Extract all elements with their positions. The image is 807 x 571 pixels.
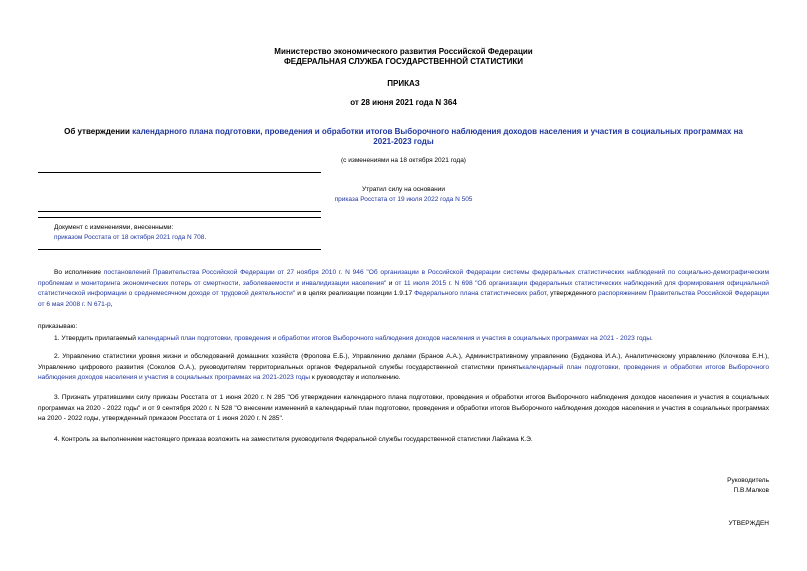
service-name: ФЕДЕРАЛЬНАЯ СЛУЖБА ГОСУДАРСТВЕННОЙ СТАТИСТИКИ [283, 57, 524, 66]
item-text: . [650, 335, 653, 342]
preamble-text: , [110, 300, 113, 308]
preamble-text: Во исполнение [54, 269, 104, 276]
preamble-paragraph [38, 268, 769, 310]
divider [38, 249, 321, 250]
orders-label: приказываю: [38, 323, 78, 330]
item-text: 2. Управлению статистики уровня жизни и обследований домашних хозяйств (Фролова Е.Б.), Управлению делами (Бранов А.А.), Административному управлению (Буданова И.А.), Аналитическому управлению (Клочкова Е.Н.), Управлению цифрового развития (Соколов О.А.), руководителям территориальных органов Федеральной службы государственной статистики принять [38, 353, 769, 371]
amendment-note: (с изменениями на 18 октября 2021 года) [341, 157, 466, 164]
item-1-link[interactable]: календарный план подготовки, проведения и обработки итогов Выборочного наблюдения доходов населения и участия в социальных программах на 2021 - 2023 годы [137, 335, 651, 342]
signature-name: П.В.Малков [733, 487, 769, 494]
changes-suffix: . [204, 234, 207, 241]
document-title [60, 127, 747, 147]
title-link[interactable]: календарного плана подготовки, проведения и обработки итогов Выборочного наблюдения доходов населения и участия в социальных программах на 2021-2023 годы [132, 127, 743, 146]
preamble-link-decree-698[interactable]: от 11 июля 2015 г. N 698 "Об организации федеральных статистических наблюдений для формирования официальной статистической информации о среднемесячном доходе от трудовой деятельности" [38, 279, 769, 298]
lost-force-text: Утратил силу на основании [361, 186, 446, 193]
changes-label: Документ с изменениями, внесенными: [54, 224, 174, 231]
preamble-text: , утвержденного [546, 290, 599, 298]
order-item-3: 3. Признать утратившими силу приказы Росстата от 1 июня 2020 г. N 285 "Об утверждении календарного плана подготовки, проведения и обработки итогов Выборочного наблюдения доходов населения и участия в социальных программах на 2020 - 2022 годы" и от 9 сентября 2020 г. N 528 "О внесении изменений в календарный план подготовки, проведения и обработки итогов Выборочного наблюдения доходов населения и участия в социальных программах на 2020 - 2022 годы, утвержденный приказом Росстата от 1 июня 2020 г. N 285". [38, 394, 769, 423]
preamble-link-decree-946[interactable]: постановлений Правительства Российской Федерации от 27 ноября 2010 г. N 946 "Об организации в Российской Федерации системы федеральных статистических наблюдений по социально-демографическим проблемам и мониторинга экономических потерь от смертности, заболеваемости и инвалидизации населения" [38, 269, 769, 287]
preamble-link-order-671[interactable]: распоряжением Правительства Российской Федерации от 6 мая 2008 г. N 671-р [38, 290, 769, 308]
order-item-4: 4. Контроль за выполнением настоящего приказа возложить на заместителя руководителя Федеральной службы государственной статистики Лайкама К.Э. [54, 436, 533, 443]
divider [38, 172, 321, 173]
changes-line [54, 233, 206, 243]
ministry-name: Министерство экономического развития Российской Федерации [274, 47, 533, 56]
item-2-link[interactable]: календарный план подготовки, проведения и обработки итогов Выборочного наблюдения доходов населения и участия в социальных программах на 2021-2023 годы [38, 363, 769, 382]
item-text: 1. Утвердить прилагаемый [54, 335, 138, 342]
doc-date-number: от 28 июня 2021 года N 364 [350, 98, 457, 107]
signature-role: Руководитель [727, 477, 769, 484]
order-item-1 [38, 334, 769, 345]
order-item-2 [38, 352, 769, 384]
divider [38, 211, 321, 212]
preamble-link-federal-plan[interactable]: Федерального плана статистических работ [414, 290, 547, 298]
item-text: к руководству и исполнению. [310, 374, 401, 382]
title-prefix: Об утверждении [64, 127, 133, 136]
changes-link[interactable]: приказом Росстата от 18 октября 2021 года N 708 [54, 234, 205, 241]
approved-label: УТВЕРЖДЕН [728, 520, 769, 527]
divider [38, 217, 321, 218]
preamble-text: и в целях реализации позиции 1.9.17 [295, 290, 415, 298]
preamble-text: и [386, 279, 395, 287]
doc-type: ПРИКАЗ [387, 79, 420, 88]
lost-force-link[interactable]: приказа Росстата от 19 июля 2022 года N 505 [334, 196, 473, 203]
